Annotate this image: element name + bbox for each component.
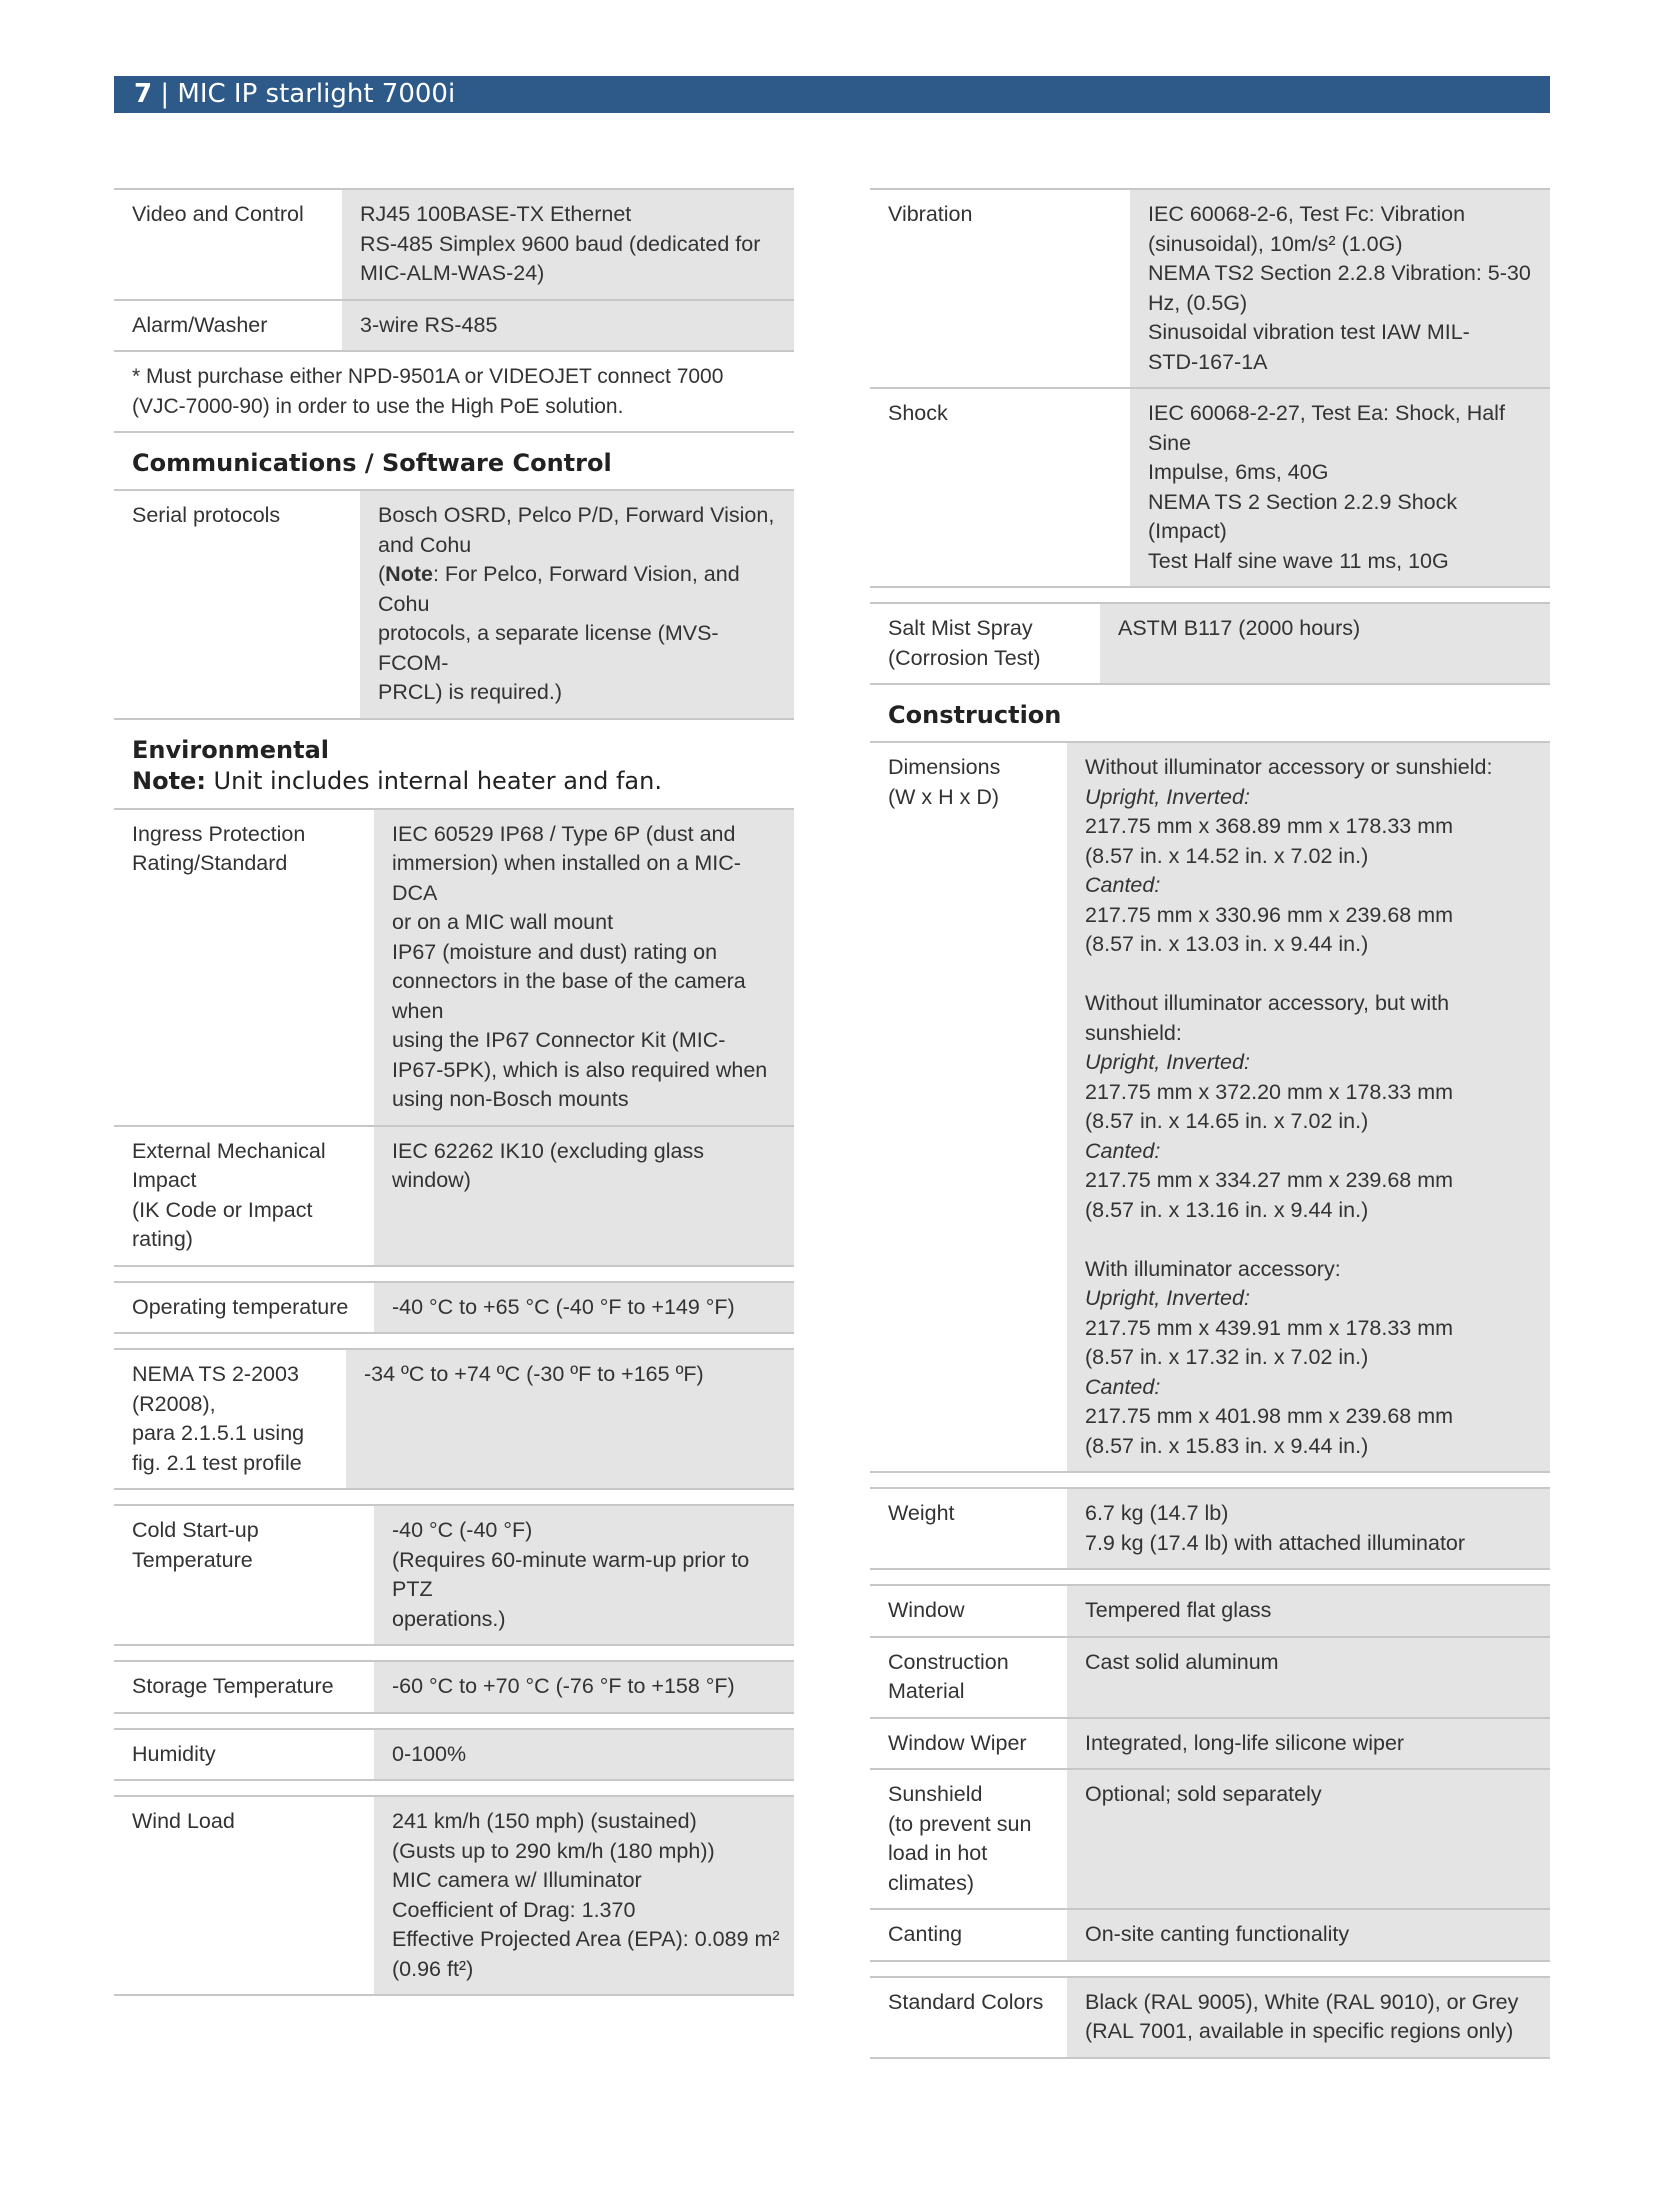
spec-row-vibration — [870, 188, 1550, 389]
spec-label: Construction Material — [888, 1649, 1009, 1703]
dimension-line: (8.57 in. x 13.16 in. x 9.44 in.) — [1085, 1197, 1369, 1222]
spec-row-shock — [870, 389, 1550, 588]
right-column — [870, 188, 1550, 2059]
note-label: Note: — [132, 766, 206, 795]
spec-label: Ingress Protection Rating/Standard — [132, 821, 306, 875]
spec-label: Video and Control — [132, 202, 304, 226]
spec-label: NEMA TS 2-2003 (R2008), para 2.1.5.1 using fig. 2.1 test profile — [132, 1362, 305, 1475]
dimension-line: Canted: — [1085, 1374, 1161, 1399]
spec-value: -60 °C to +70 °C (-76 °F to +158 °F) — [374, 1662, 794, 1712]
spec-label: Storage Temperature — [132, 1674, 334, 1698]
page-header: 7 | MIC IP starlight 7000i — [114, 76, 1550, 113]
spec-row-construction-material — [870, 1638, 1550, 1719]
dimension-line: Upright, Inverted: — [1085, 1286, 1250, 1310]
spec-value: On-site canting functionality — [1067, 1910, 1550, 1960]
dimension-line: 217.75 mm x 368.89 mm x 178.33 mm — [1085, 814, 1454, 838]
spec-label: Cold Start-up Temperature — [132, 1518, 259, 1572]
spec-row-salt-mist — [870, 602, 1550, 685]
spec-label: Serial protocols — [132, 503, 281, 527]
spec-value: Optional; sold separately — [1067, 1770, 1550, 1908]
document-title: MIC IP starlight 7000i — [177, 79, 456, 109]
spec-label: Shock — [888, 401, 948, 425]
dimension-line: (8.57 in. x 14.52 in. x 7.02 in.) — [1085, 843, 1369, 868]
spec-value: 3-wire RS-485 — [342, 301, 794, 351]
dimension-line: 217.75 mm x 330.96 mm x 239.68 mm — [1085, 902, 1454, 927]
dimension-line: 217.75 mm x 401.98 mm x 239.68 mm — [1085, 1404, 1454, 1428]
spec-row-video-control — [114, 188, 794, 301]
spec-value: -34 ºC to +74 ºC (-30 ºF to +165 ºF) — [346, 1350, 794, 1488]
poe-footnote: * Must purchase either NPD-9501A or VIDEOJET connect 7000 (VJC-7000-90) in order to use the High PoE solution. — [114, 352, 794, 433]
serial-protocols-text: Bosch OSRD, Pelco P/D, Forward Vision, and Cohu — [378, 503, 775, 557]
spec-row-weight — [870, 1487, 1550, 1570]
spec-label: Alarm/Washer — [132, 312, 268, 337]
dimension-line: Canted: — [1085, 1138, 1161, 1163]
dimension-line — [1085, 960, 1536, 990]
spec-label: Canting — [888, 1922, 963, 1946]
spec-value: IEC 60529 IP68 / Type 6P (dust and immersion) when installed on a MIC-DCA or on a MIC wall mount IP67 (moisture and dust) rating on connectors in the base of the camera when using the IP67 Connector Kit (MIC- IP67-5PK), which is also required when using non-Bosch mounts — [374, 810, 794, 1125]
spec-label: Humidity — [132, 1741, 216, 1766]
spec-value: Tempered flat glass — [1067, 1586, 1550, 1636]
spec-row-canting — [870, 1910, 1550, 1962]
spec-row-sunshield — [870, 1770, 1550, 1910]
spec-label: Salt Mist Spray (Corrosion Test) — [888, 616, 1041, 670]
spec-value: 0-100% — [374, 1730, 794, 1780]
spec-row-nema — [114, 1348, 794, 1490]
spec-value: 6.7 kg (14.7 lb) 7.9 kg (17.4 lb) with attached illuminator — [1067, 1489, 1550, 1568]
dimension-line: With illuminator accessory: — [1085, 1256, 1341, 1281]
serial-note-text: : For Pelco, Forward Vision, and Cohu protocols, a separate license (MVS-FCOM- PRCL) is required.) — [378, 562, 740, 704]
spec-value: IEC 60068-2-27, Test Ea: Shock, Half Sine Impulse, 6ms, 40G NEMA TS 2 Section 2.2.9 Shock (Impact) Test Half sine wave 11 ms, 10G — [1130, 389, 1550, 586]
spec-value: -40 °C (-40 °F) (Requires 60-minute warm-up prior to PTZ operations.) — [374, 1506, 794, 1644]
dimension-line: 217.75 mm x 372.20 mm x 178.33 mm — [1085, 1079, 1454, 1104]
spec-label: Sunshield (to prevent sun load in hot climates) — [888, 1782, 1032, 1895]
dimension-line: Upright, Inverted: — [1085, 784, 1250, 809]
section-heading-environmental: Environmental — [132, 735, 330, 764]
spec-label: Window Wiper — [888, 1730, 1027, 1755]
spec-label: Operating temperature — [132, 1294, 349, 1319]
dimension-line: Without illuminator accessory, but with sunshield: — [1085, 991, 1450, 1045]
spec-value: RJ45 100BASE-TX Ethernet RS-485 Simplex 9600 baud (dedicated for MIC-ALM-WAS-24) — [342, 190, 794, 299]
spec-label: Window — [888, 1598, 965, 1622]
dimension-line: (8.57 in. x 13.03 in. x 9.44 in.) — [1085, 932, 1369, 956]
spec-value: IEC 60068-2-6, Test Fc: Vibration (sinusoidal), 10m/s² (1.0G) NEMA TS2 Section 2.2.8 Vibration: 5-30 Hz, (0.5G) Sinusoidal vibration test IAW MIL- STD-167-1A — [1130, 190, 1550, 387]
dimension-line: (8.57 in. x 17.32 in. x 7.02 in.) — [1085, 1345, 1369, 1369]
spec-value: 241 km/h (150 mph) (sustained) (Gusts up to 290 km/h (180 mph)) MIC camera w/ Illuminator Coefficient of Drag: 1.370 Effective Projected Area (EPA): 0.089 m² (0.96 ft²) — [374, 1797, 794, 1994]
spec-row-cold-start — [114, 1504, 794, 1646]
spec-value: ASTM B117 (2000 hours) — [1100, 604, 1550, 683]
spec-label: Wind Load — [132, 1809, 235, 1833]
spec-row-ingress-protection — [114, 808, 794, 1127]
spec-label: Vibration — [888, 202, 973, 226]
environmental-note — [114, 766, 794, 808]
spec-label: External Mechanical Impact (IK Code or Impact rating) — [132, 1138, 326, 1251]
spec-row-mechanical-impact — [114, 1127, 794, 1267]
spec-row-operating-temperature — [114, 1281, 794, 1335]
dimension-line: (8.57 in. x 14.65 in. x 7.02 in.) — [1085, 1109, 1369, 1133]
spec-row-window-wiper — [870, 1719, 1550, 1771]
section-heading-construction: Construction — [888, 701, 1062, 729]
section-heading-communications: Communications / Software Control — [132, 449, 612, 477]
spec-value: Black (RAL 9005), White (RAL 9010), or Grey (RAL 7001, available in specific regions only) — [1067, 1978, 1550, 2057]
spec-row-serial-protocols — [114, 489, 794, 720]
environmental-note-text: Unit includes internal heater and fan. — [205, 766, 662, 795]
dimension-line: Without illuminator accessory or sunshield: — [1085, 755, 1493, 779]
spec-label: Dimensions (W x H x D) — [888, 755, 1001, 809]
spec-row-standard-colors — [870, 1976, 1550, 2059]
dimension-line: 217.75 mm x 439.91 mm x 178.33 mm — [1085, 1315, 1454, 1340]
spec-row-wind-load — [114, 1795, 794, 1996]
spec-value: -40 °C to +65 °C (-40 °F to +149 °F) — [374, 1283, 794, 1333]
dimension-line: Canted: — [1085, 873, 1161, 897]
dimension-line: (8.57 in. x 15.83 in. x 9.44 in.) — [1085, 1433, 1369, 1458]
spec-label: Weight — [888, 1501, 955, 1525]
left-column — [114, 188, 794, 1996]
spec-row-alarm-washer — [114, 301, 794, 353]
dimension-line — [1085, 1225, 1536, 1255]
spec-row-humidity — [114, 1728, 794, 1782]
spec-row-storage-temperature — [114, 1660, 794, 1714]
spec-row-window — [870, 1584, 1550, 1638]
dimension-line: 217.75 mm x 334.27 mm x 239.68 mm — [1085, 1168, 1454, 1192]
note-label: Note — [385, 562, 433, 586]
page-number: 7 — [134, 79, 153, 109]
spec-value: IEC 62262 IK10 (excluding glass window) — [374, 1127, 794, 1265]
dimension-line: Upright, Inverted: — [1085, 1050, 1250, 1074]
spec-row-dimensions — [870, 741, 1550, 1473]
spec-value: Integrated, long-life silicone wiper — [1067, 1719, 1550, 1769]
spec-value: Bosch OSRD, Pelco P/D, Forward Vision, and Cohu (Note: For Pelco, Forward Vision, and Cohu protocols, a separate license (MVS-FCOM- PRCL) is required.) — [360, 491, 794, 718]
spec-value — [1067, 743, 1550, 1471]
spec-label: Standard Colors — [888, 1989, 1044, 2014]
spec-value: Cast solid aluminum — [1067, 1638, 1550, 1717]
